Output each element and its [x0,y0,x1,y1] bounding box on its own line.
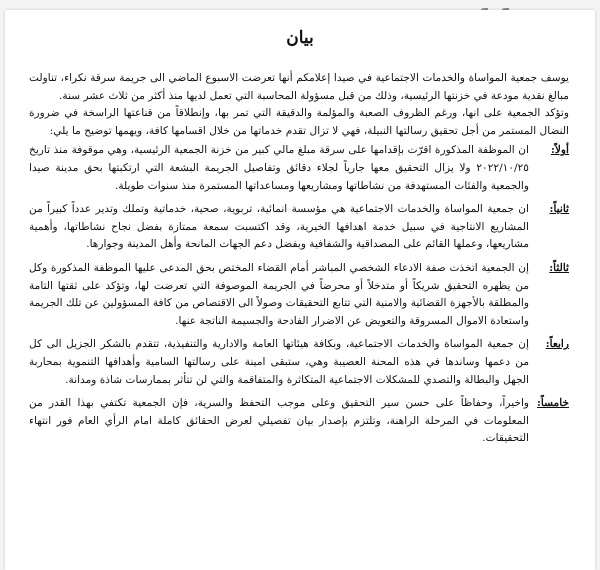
item-text: إن الجمعية اتخذت صفة الادعاء الشخصي المباشر أمام القضاء المختص بحق المدعى عليها الموظفة المذكورة وكل من يظهره التحقيق شريكاً أو متدخلاً أو محرضاً في الجريمة الموصوفة التي تعرضت لها، وتؤكد على ثقتها التامة والمطلقة بالأجهزة القضائية والامنية التي تتابع التحقيقات وصولاً الى الاقتصاص من كافة المسؤولين عن تلك الجريمة واستعادة الاموال المسروقة والتعويض عن الاضرار الفادحة والجسيمة الناتجة عنها. [29,261,529,327]
intro-paragraph-1: يوسف جمعية المواساة والخدمات الاجتماعية في صيدا إعلامكم أنها تعرضت الاسبوع الماضي الى جريمة سرقة نكراء، تناولت مبالغ نقدية مودعة في خزنتها الرئيسية، وذلك من قبل مسؤولة المحاسبة التي تعمل لديها منذ أكثر من ثلاث عشر سنة. [29,72,569,102]
item-label: خامساً: [536,397,569,410]
document-body [29,70,569,448]
statement-item-1 [29,142,569,195]
intro-paragraph-2: وتؤكد الجمعية على انها، ورغم الظروف الصعبة والمؤلمة والدقيقة التي تمر بها، وإنطلاقاً من قناعتها الراسخة في ضرورة النضال المستمر من أجل تحقيق رسالتها النبيلة، فهي لا تزال تقدم خدماتها من خلال اقسامها كافة، ويهمها توضيح ما يلي: [29,107,569,137]
document-page [5,10,595,570]
item-label: رابعاً: [545,338,569,351]
document-title: بيان [286,28,314,48]
statement-item-3 [29,260,569,330]
item-label: أولاً: [550,144,569,157]
statement-item-2 [29,201,569,254]
item-label: ثانياً: [549,203,569,216]
item-text: إن جمعية المواساة والخدمات الاجتماعية، وبكافة هيئاتها العامة والادارية والتنفيذية، تتقدم بالشكر الجزيل الى كل من دعمها وساندها في هذه المحنة العصيبة وهي، ستبقى امينة على رسالتها السامية وأهدافها التنموية بمحاربة الجهل والبطالة والتصدي للمشكلات الاجتماعية المتكاثرة والمتفاقمة والتي لن تتأثر بممارسات شاذة ومدانة. [29,338,529,386]
item-text: ان الموظفة المذكورة اقرّت بإقدامها على سرقة مبلغ مالي كبير من خزنة الجمعية الرئيسية، وهي موقوفة منذ تاريخ ٢٠٢٢/١٠/٢٥ ولا يزال التحقيق معها جارياً لجلاء دقائق وتفاصيل الجريمة البشعة التي ارتكبتها بحق مدينة صيدا والجمعية والفئات المستهدفة من نشاطاتها ومشاريعها ومساعداتها المستمرة منذ سنوات طويلة. [29,144,529,192]
statement-item-4 [29,336,569,389]
statement-item-5 [29,395,569,448]
item-label: ثالثاً: [549,261,569,274]
item-text: ان جمعية المواساة والخدمات الاجتماعية هي مؤسسة انمائية، تربوية، صحية، خدماتية وتملك وتدير عدداً كبيراً من المشاريع الانتاجية في سبيل خدمة اهدافها الخيرية، وقد اكتسبت سمعة ممتازة بفضل نجاح نشاطاتها، وأهمية مشاريعها، وعملها القائم على المصداقية والشفافية وبفضل دعم الجهات المانحة وأهل المدينة وجوارها. [29,203,529,251]
item-text: واخيراً، وحفاظاً على حسن سير التحقيق وعلى موجب التحفظ والسرية، فإن الجمعية تكتفي بهذا القدر من المعلومات في المرحلة الراهنة، وتلتزم بإصدار بيان تفصيلي لعرض الحقائق كاملة امام الرأي العام فور انتهاء التحقيقات. [29,397,529,445]
